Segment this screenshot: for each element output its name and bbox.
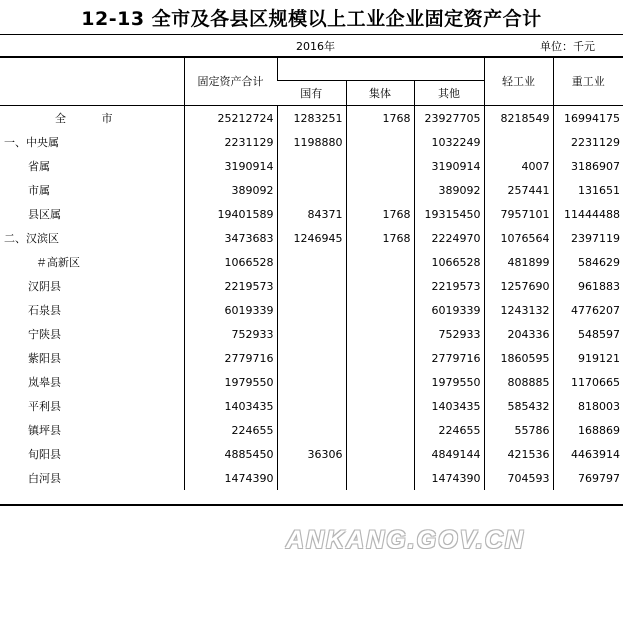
- cell-total: 224655: [184, 418, 277, 442]
- cell-state: [277, 322, 346, 346]
- cell-total: 25212724: [184, 106, 277, 131]
- table-row: [0, 154, 623, 178]
- cell-other: 1403435: [414, 394, 484, 418]
- cell-heavy: 168869: [553, 418, 623, 442]
- header-collective: 集体: [346, 81, 414, 106]
- cell-collective: 1768: [346, 106, 414, 131]
- cell-heavy: 4463914: [553, 442, 623, 466]
- table-row: [0, 466, 623, 490]
- cell-state: [277, 346, 346, 370]
- cell-total: 3473683: [184, 226, 277, 250]
- cell-state: [277, 394, 346, 418]
- cell-collective: [346, 274, 414, 298]
- table-bottom-rule: [0, 504, 623, 506]
- table-body: [0, 106, 623, 491]
- cell-other: 2224970: [414, 226, 484, 250]
- table-row: [0, 394, 623, 418]
- cell-light: 808885: [484, 370, 553, 394]
- cell-heavy: 16994175: [553, 106, 623, 131]
- row-label: 岚皋县: [28, 376, 61, 389]
- row-label: 县区属: [28, 208, 61, 221]
- cell-light: 704593: [484, 466, 553, 490]
- cell-state: [277, 250, 346, 274]
- cell-light: 421536: [484, 442, 553, 466]
- cell-heavy: 1170665: [553, 370, 623, 394]
- cell-collective: [346, 322, 414, 346]
- row-label: ＃高新区: [36, 256, 80, 269]
- cell-light: 4007: [484, 154, 553, 178]
- table-row: [0, 250, 623, 274]
- cell-heavy: 4776207: [553, 298, 623, 322]
- cell-heavy: 548597: [553, 322, 623, 346]
- table-row: [0, 130, 623, 154]
- cell-collective: [346, 130, 414, 154]
- cell-collective: [346, 250, 414, 274]
- cell-total: 4885450: [184, 442, 277, 466]
- cell-collective: 1768: [346, 226, 414, 250]
- cell-total: 1403435: [184, 394, 277, 418]
- cell-collective: [346, 442, 414, 466]
- table-row: [0, 298, 623, 322]
- cell-other: 224655: [414, 418, 484, 442]
- cell-other: 1066528: [414, 250, 484, 274]
- cell-state: 1198880: [277, 130, 346, 154]
- table-row: [0, 322, 623, 346]
- table-row: [0, 370, 623, 394]
- cell-heavy: 961883: [553, 274, 623, 298]
- table-row: [0, 178, 623, 202]
- data-table: [0, 56, 623, 490]
- cell-state: [277, 298, 346, 322]
- row-label: 镇坪县: [28, 424, 61, 437]
- cell-state: 1246945: [277, 226, 346, 250]
- cell-collective: 1768: [346, 202, 414, 226]
- cell-heavy: 584629: [553, 250, 623, 274]
- cell-other: 1474390: [414, 466, 484, 490]
- cell-state: [277, 178, 346, 202]
- cell-state: [277, 154, 346, 178]
- cell-total: 2219573: [184, 274, 277, 298]
- cell-light: [484, 130, 553, 154]
- cell-other: 4849144: [414, 442, 484, 466]
- table-row: [0, 346, 623, 370]
- cell-state: [277, 274, 346, 298]
- cell-total: 2779716: [184, 346, 277, 370]
- cell-light: 481899: [484, 250, 553, 274]
- divider: [0, 34, 623, 35]
- cell-other: 3190914: [414, 154, 484, 178]
- row-label: 宁陕县: [28, 328, 61, 341]
- cell-heavy: 2231129: [553, 130, 623, 154]
- header-light: 轻工业: [484, 56, 553, 106]
- cell-heavy: 11444488: [553, 202, 623, 226]
- cell-other: 389092: [414, 178, 484, 202]
- row-label: 省属: [28, 160, 50, 173]
- table-row: [0, 442, 623, 466]
- cell-total: 3190914: [184, 154, 277, 178]
- cell-state: [277, 418, 346, 442]
- header-heavy: 重工业: [553, 56, 623, 106]
- cell-state: 84371: [277, 202, 346, 226]
- row-label: 白河县: [28, 472, 61, 485]
- cell-heavy: 3186907: [553, 154, 623, 178]
- cell-total: 1066528: [184, 250, 277, 274]
- header-ownership-group: [277, 56, 484, 81]
- watermark: ANKANG.GOV.CN: [286, 526, 525, 554]
- cell-light: 1257690: [484, 274, 553, 298]
- row-label: 市属: [28, 184, 50, 197]
- table-title: 12-13 全市及各县区规模以上工业企业固定资产合计: [81, 8, 542, 30]
- cell-other: 19315450: [414, 202, 484, 226]
- cell-state: 36306: [277, 442, 346, 466]
- header-state: 国有: [277, 81, 346, 106]
- cell-other: 2219573: [414, 274, 484, 298]
- table-row: [0, 274, 623, 298]
- cell-other: 1032249: [414, 130, 484, 154]
- cell-light: 204336: [484, 322, 553, 346]
- row-label: 全 市: [55, 112, 129, 125]
- cell-other: 752933: [414, 322, 484, 346]
- cell-collective: [346, 346, 414, 370]
- table-row: [0, 202, 623, 226]
- cell-state: [277, 466, 346, 490]
- year-label: 2016年: [296, 40, 335, 53]
- cell-total: 752933: [184, 322, 277, 346]
- cell-total: 1979550: [184, 370, 277, 394]
- cell-heavy: 2397119: [553, 226, 623, 250]
- cell-light: 8218549: [484, 106, 553, 131]
- row-label: 汉阴县: [28, 280, 61, 293]
- row-label: 二、汉滨区: [4, 232, 59, 245]
- row-label: 一、中央属: [4, 136, 59, 149]
- table-row: [0, 106, 623, 131]
- cell-state: [277, 370, 346, 394]
- cell-collective: [346, 178, 414, 202]
- table-row: [0, 418, 623, 442]
- cell-heavy: 131651: [553, 178, 623, 202]
- cell-heavy: 818003: [553, 394, 623, 418]
- cell-other: 23927705: [414, 106, 484, 131]
- cell-light: 1076564: [484, 226, 553, 250]
- row-label: 旬阳县: [28, 448, 61, 461]
- row-label: 石泉县: [28, 304, 61, 317]
- cell-total: 19401589: [184, 202, 277, 226]
- cell-other: 2779716: [414, 346, 484, 370]
- cell-total: 2231129: [184, 130, 277, 154]
- cell-light: 585432: [484, 394, 553, 418]
- cell-heavy: 769797: [553, 466, 623, 490]
- cell-collective: [346, 298, 414, 322]
- row-label: 平利县: [28, 400, 61, 413]
- header-other: 其他: [414, 81, 484, 106]
- row-label: 紫阳县: [28, 352, 61, 365]
- cell-total: 1474390: [184, 466, 277, 490]
- cell-light: 1243132: [484, 298, 553, 322]
- cell-collective: [346, 418, 414, 442]
- cell-collective: [346, 394, 414, 418]
- cell-state: 1283251: [277, 106, 346, 131]
- cell-heavy: 919121: [553, 346, 623, 370]
- cell-other: 1979550: [414, 370, 484, 394]
- table-row: [0, 226, 623, 250]
- cell-collective: [346, 154, 414, 178]
- cell-total: 6019339: [184, 298, 277, 322]
- header-total: 固定资产合计: [184, 56, 277, 106]
- unit-label: 单位：千元: [540, 40, 595, 53]
- cell-other: 6019339: [414, 298, 484, 322]
- header-name: [0, 56, 184, 106]
- cell-light: 55786: [484, 418, 553, 442]
- cell-light: 7957101: [484, 202, 553, 226]
- cell-collective: [346, 370, 414, 394]
- cell-light: 257441: [484, 178, 553, 202]
- cell-light: 1860595: [484, 346, 553, 370]
- cell-collective: [346, 466, 414, 490]
- cell-total: 389092: [184, 178, 277, 202]
